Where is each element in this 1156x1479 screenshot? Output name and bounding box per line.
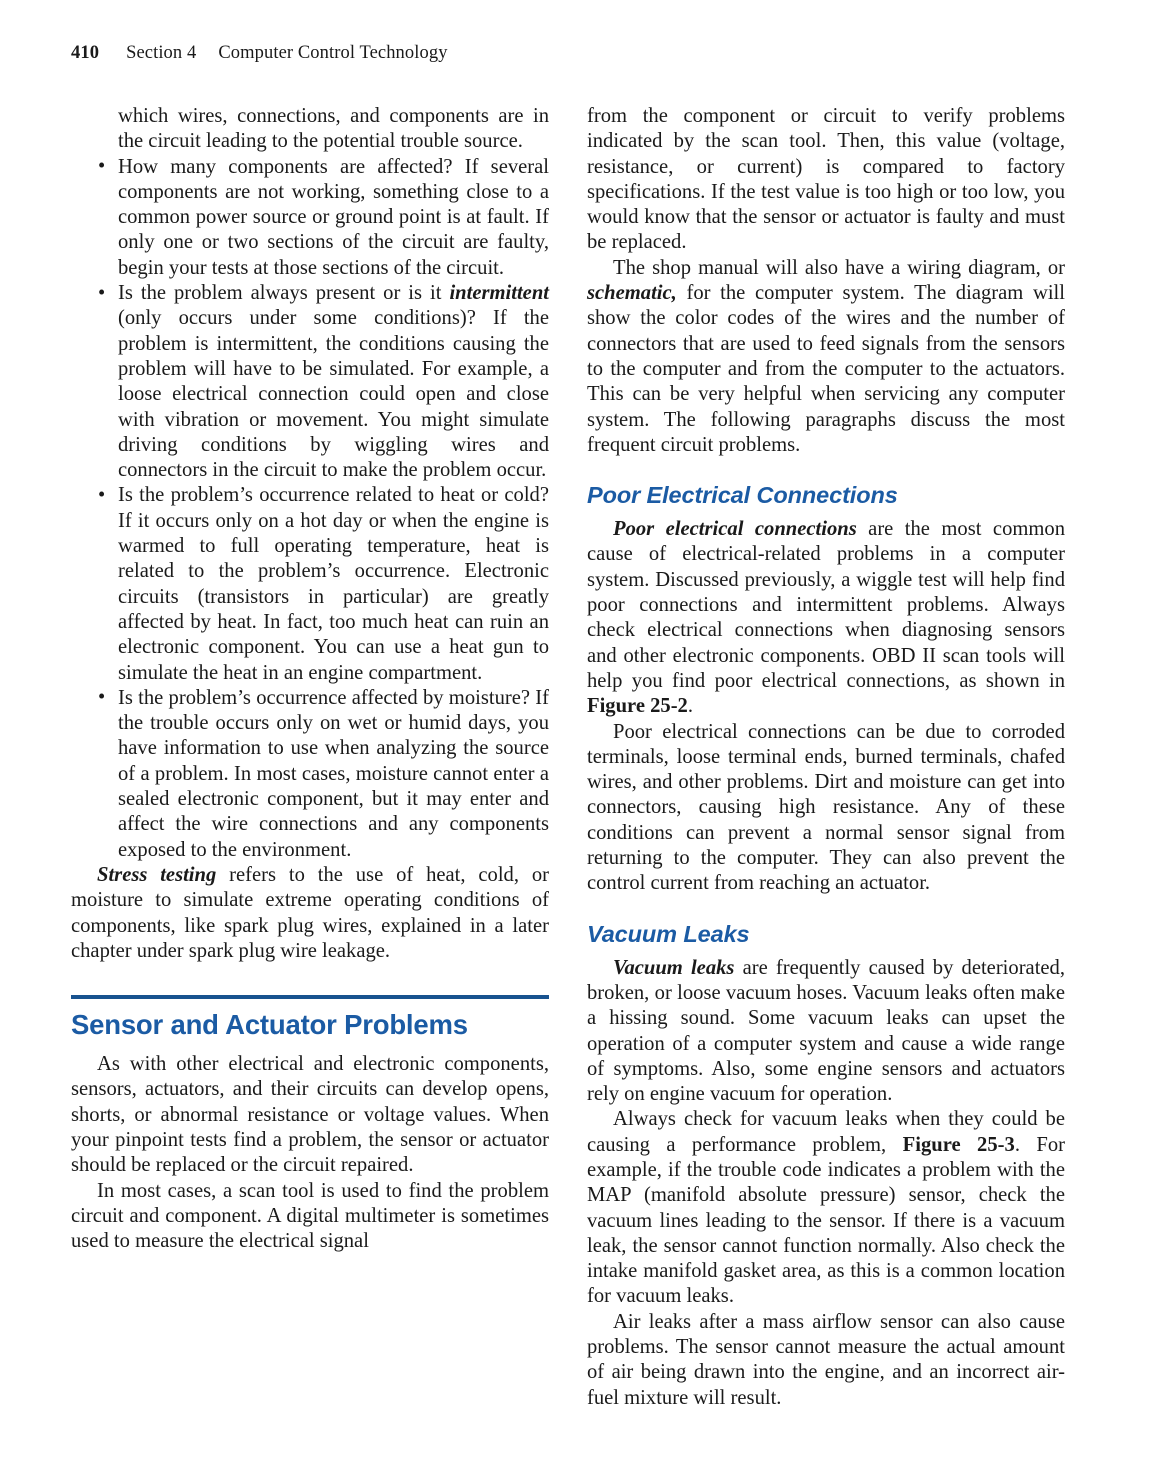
- a-head-block: [71, 995, 549, 1041]
- body-paragraph: As with other electrical and electronic components, sensors, actuators, and their circuits can develop opens, shorts, or abnormal resistance or voltage values. When your pinpoint tests find a problem, the sensor or actuator should be replaced or the circuit repaired.: [71, 1053, 549, 1177]
- figure-reference-25-3: Figure 25-3: [902, 1133, 1015, 1156]
- b-head-vacuum-leaks: Vacuum Leaks: [587, 920, 750, 947]
- key-term-stress-testing: Stress testing: [97, 863, 217, 886]
- body-columns: [71, 104, 1085, 1409]
- key-term-intermittent: intermittent: [449, 282, 549, 305]
- bullet-icon: •: [98, 281, 106, 304]
- bullet-icon: •: [98, 155, 106, 178]
- key-term-vacuum-leaks: Vacuum leaks: [613, 956, 735, 979]
- list-item: [71, 686, 549, 863]
- poor-connections-paragraph: [587, 517, 1065, 719]
- vacuum-leaks-text: are frequently caused by deteriorated, broken, or loose vacuum hoses. Vacuum leaks often make a hissing sound. Some vacuum leaks can upset the operation of a computer system and cause a wide range of symptoms. Also, some engine sensors and actuators rely on engine vacuum for operation.: [587, 956, 1065, 1106]
- right-column: [587, 104, 1066, 1409]
- a-head-rule: [71, 995, 549, 999]
- b-head-poor-electrical-connections: Poor Electrical Connections: [587, 482, 898, 509]
- list-item: [71, 281, 549, 483]
- air-leaks-paragraph: Air leaks after a mass airflow sensor can also cause problems. The sensor cannot measure the actual amount of air being drawn into the engine, and an incorrect air-fuel mixture will result.: [587, 1310, 1065, 1409]
- key-term-schematic: schematic,: [587, 282, 677, 305]
- list-item: [71, 483, 549, 685]
- list-item-text: Is the problem always present or is it: [118, 282, 450, 305]
- left-column: [71, 104, 549, 1394]
- stress-testing-paragraph: [71, 863, 549, 964]
- a-head-sensor-and-actuator-problems: Sensor and Actuator Problems: [71, 1009, 468, 1041]
- poor-connections-text: are the most common cause of electrical-related problems in a computer system. Discussed previously, a wiggle test will help find poor connections and intermittent problems. Always check electrical connections when diagnosing sensors and other electronic components. OBD II scan tools will help you find poor electrical connections, as shown in: [587, 518, 1066, 692]
- list-item-text-cont: (only occurs under some conditions)? If the problem is intermittent, the conditions causing the problem will have to be simulated. For example, a loose electrical connection could open and close with vibration or movement. You might simulate driving conditions by wiggling wires and connectors in the circuit to make the problem occur.: [118, 307, 549, 482]
- running-head: [71, 42, 448, 64]
- list-item-text: Is the problem’s occurrence related to heat or cold? If it occurs only on a hot day or when the engine is warmed to full operating temperature, heat is related to the problem’s occurrence. Electronic circuits (transistors in particular) are greatly affected by heat. In fact, too much heat can ruin an electronic component. You can use a heat gun to simulate the heat in an engine compartment.: [118, 484, 549, 684]
- section-title: Computer Control Technology: [218, 43, 448, 63]
- continuation-block: [71, 104, 549, 155]
- figure-reference-25-2: Figure 25-2: [587, 695, 688, 718]
- stress-testing-text: refers to the use of heat, cold, or moisture to simulate extreme operating conditions of components, like spark plug wires, explained in a later chapter under spark plug wire leakage.: [71, 863, 549, 962]
- list-item: [71, 155, 549, 281]
- always-check-text-after: . For example, if the trouble code indicates a problem with the MAP (manifold absolute pressure) sensor, check the vacuum lines leading to the sensor. If there is a vacuum leak, the sensor cannot function normally. Also check the intake manifold gasket area, as this is a common location for vacuum leaks.: [587, 1133, 1066, 1308]
- bullet-icon: •: [98, 483, 106, 506]
- schematic-paragraph: [587, 256, 1065, 458]
- page-number: 410: [71, 43, 100, 63]
- list-item-text: How many components are affected? If several components are not working, something close to a common power source or ground point is at fault. If only one or two sections of the circuit are faulty, begin your tests at those sections of the circuit.: [118, 155, 549, 279]
- schematic-text-before: The shop manual will also have a wiring diagram, or: [613, 256, 1065, 279]
- bullet-icon: •: [98, 686, 106, 709]
- continuation-paragraph: from the component or circuit to verify problems indicated by the scan tool. Then, this value (voltage, resistance, or current) is compared to factory specifications. If the test value is too high or too low, you would know that the sensor or actuator is faulty and must be replaced.: [587, 105, 1065, 254]
- vacuum-leaks-paragraph: [587, 956, 1065, 1108]
- section-label: Section 4: [126, 43, 197, 63]
- poor-connections-text-end: .: [687, 695, 694, 718]
- diagnostic-question-list: [71, 155, 549, 863]
- corroded-terminals-paragraph: Poor electrical connections can be due to corroded terminals, loose terminal ends, burned terminals, chafed wires, and other problems. Dirt and moisture can get into connectors, causing high resistance. Any of these conditions can prevent a normal sensor signal from returning to the computer. They can also prevent the control current from reaching an actuator.: [587, 720, 1065, 895]
- always-check-text-before: Always check for vacuum leaks when they could be causing a performance problem,: [587, 1108, 1065, 1156]
- list-item-text: Is the problem’s occurrence affected by moisture? If the trouble occurs only on wet or humid days, you have information to use when analyzing the source of a problem. In most cases, moisture cannot enter a sealed electronic component, but it may enter and affect the wire connections and any components exposed to the environment.: [118, 686, 549, 861]
- body-paragraph: In most cases, a scan tool is used to find the problem circuit and component. A digital multimeter is sometimes used to measure the electrical signal: [71, 1179, 549, 1253]
- continuation-paragraph: which wires, connections, and components are in the circuit leading to the potential trouble source.: [118, 105, 549, 153]
- key-term-poor-electrical-connections: Poor electrical connections: [613, 518, 857, 541]
- schematic-text-after: for the computer system. The diagram will show the color codes of the wires and the number of connectors that are used to feed signals from the sensors to the computer and from the computer to the actuators. This can be very helpful when servicing any computer system. The following paragraphs discuss the most frequent circuit problems.: [587, 282, 1065, 456]
- always-check-paragraph: [587, 1107, 1065, 1309]
